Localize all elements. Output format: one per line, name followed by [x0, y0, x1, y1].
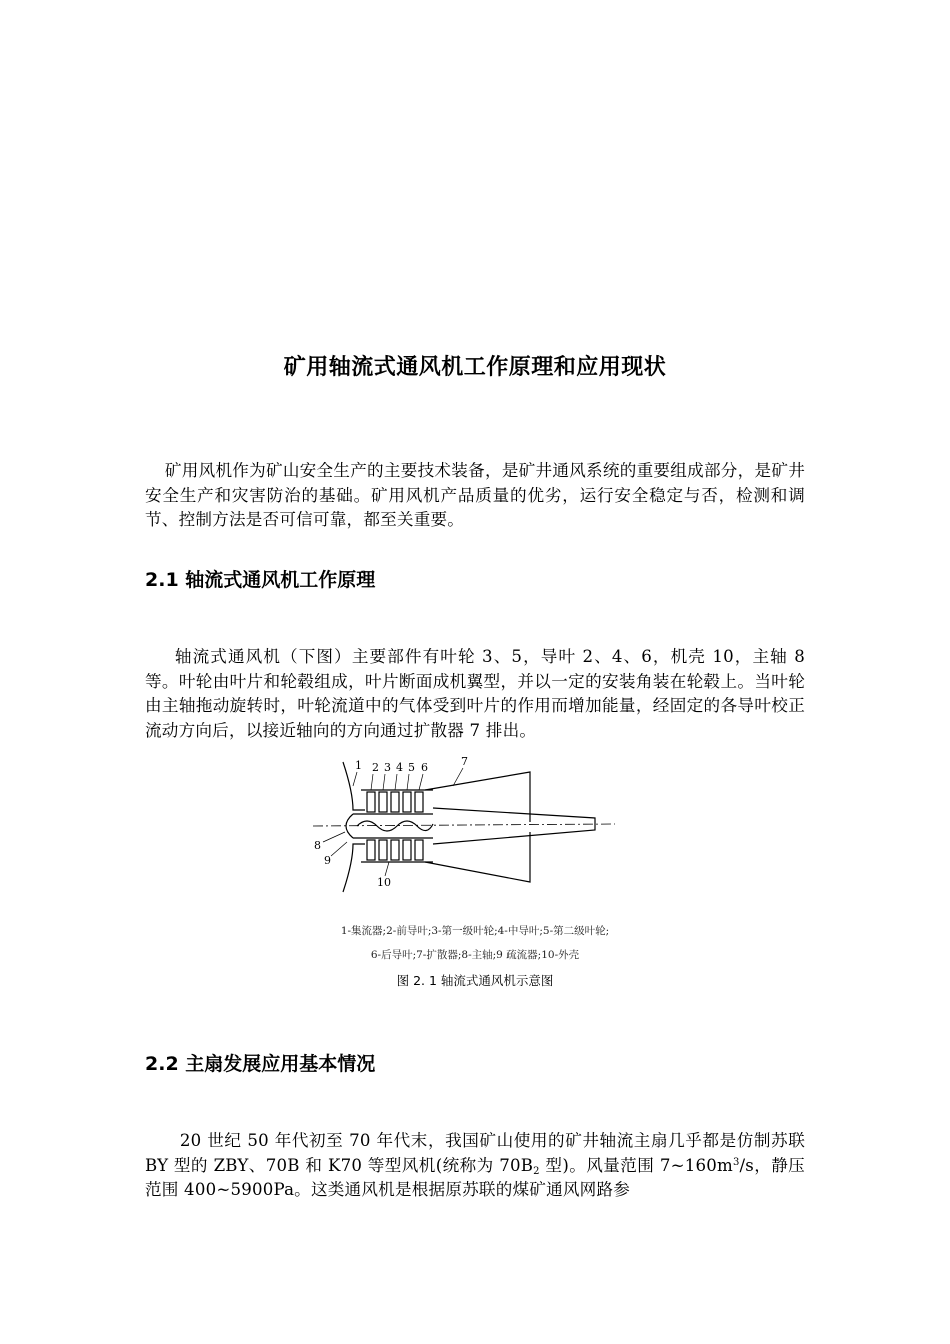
- label-2: 2: [372, 761, 379, 774]
- section-2-1-paragraph: 轴流式通风机（下图）主要部件有叶轮 3、5，导叶 2、4、6，机壳 10，主轴 8 等。叶轮由叶片和轮毂组成，叶片断面成机翼型，并以一定的安装角装在轮毂上。当叶轮由主轴拖动旋转时，叶轮流道中的气体受到叶片的作用而增加能量，经固定的各导叶校正流动方向后，以接近轴向的方向通过扩散器 7 排出。: [145, 647, 805, 740]
- paragraph-text-part-2: 型)。风量范围 7~160m: [539, 1155, 733, 1175]
- label-9: 9: [324, 854, 331, 867]
- section-heading-2-2: 2.2 主扇发展应用基本情况: [145, 1053, 376, 1075]
- figure-caption: 图 2. 1 轴流式通风机示意图: [396, 973, 554, 988]
- superscript-3: 3: [732, 1156, 740, 1168]
- subscript-2: 2: [533, 1165, 540, 1177]
- blade-2-bottom: [367, 840, 375, 860]
- diffuser-top-edge: [425, 772, 530, 822]
- paragraph-text-part-3: /s，静压范围 400~5900Pa。这类通风机是根据原苏联的煤矿通风网路参: [145, 1155, 805, 1199]
- label-6: 6: [421, 761, 428, 774]
- section-heading-2-1: 2.1 轴流式通风机工作原理: [145, 569, 376, 591]
- blade-3-bottom: [379, 840, 387, 860]
- label-3: 3: [384, 761, 391, 774]
- blade-6-top: [415, 792, 423, 812]
- axial-fan-diagram: [305, 752, 625, 902]
- blade-5-top: [403, 792, 411, 812]
- blade-6-bottom: [415, 840, 423, 860]
- label-8: 8: [314, 839, 321, 852]
- label-1: 1: [355, 759, 362, 772]
- blade-4-top: [391, 792, 399, 812]
- blade-3-top: [379, 792, 387, 812]
- section-2-2-paragraph: [145, 1129, 805, 1203]
- diffuser-bottom-edge: [425, 832, 530, 882]
- collector-bottom: [343, 844, 365, 892]
- label-5: 5: [408, 761, 415, 774]
- label-7: 7: [461, 755, 468, 768]
- label-10: 10: [377, 876, 391, 889]
- document-title: 矿用轴流式通风机工作原理和应用现状: [283, 355, 667, 380]
- paragraph-text-part-1: 20 世纪 50 年代初至 70 年代末，我国矿山使用的矿井轴流主扇几乎都是仿制苏联 BY 型的 ZBY、70B 和 K70 等型风机(统称为 70B: [145, 1131, 805, 1175]
- blade-2-top: [367, 792, 375, 812]
- figure-legend-line-2: 6-后导叶;7-扩散器;8-主轴;9 疏流器;10-外壳: [370, 949, 580, 961]
- intro-paragraph: 矿用风机作为矿山安全生产的主要技术装备，是矿井通风系统的重要组成部分，是矿井安全生产和灾害防治的基础。矿用风机产品质量的优劣，运行安全稳定与否，检测和调节、控制方法是否可信可靠，都至关重要。: [145, 461, 805, 529]
- blade-5-bottom: [403, 840, 411, 860]
- label-4: 4: [396, 761, 403, 774]
- inner-cone: [433, 808, 595, 844]
- hub-lines: [353, 814, 433, 838]
- blade-4-bottom: [391, 840, 399, 860]
- figure-legend-line-1: 1-集流器;2-前导叶;3-第一级叶轮;4-中导叶;5-第二级叶轮;: [340, 925, 610, 937]
